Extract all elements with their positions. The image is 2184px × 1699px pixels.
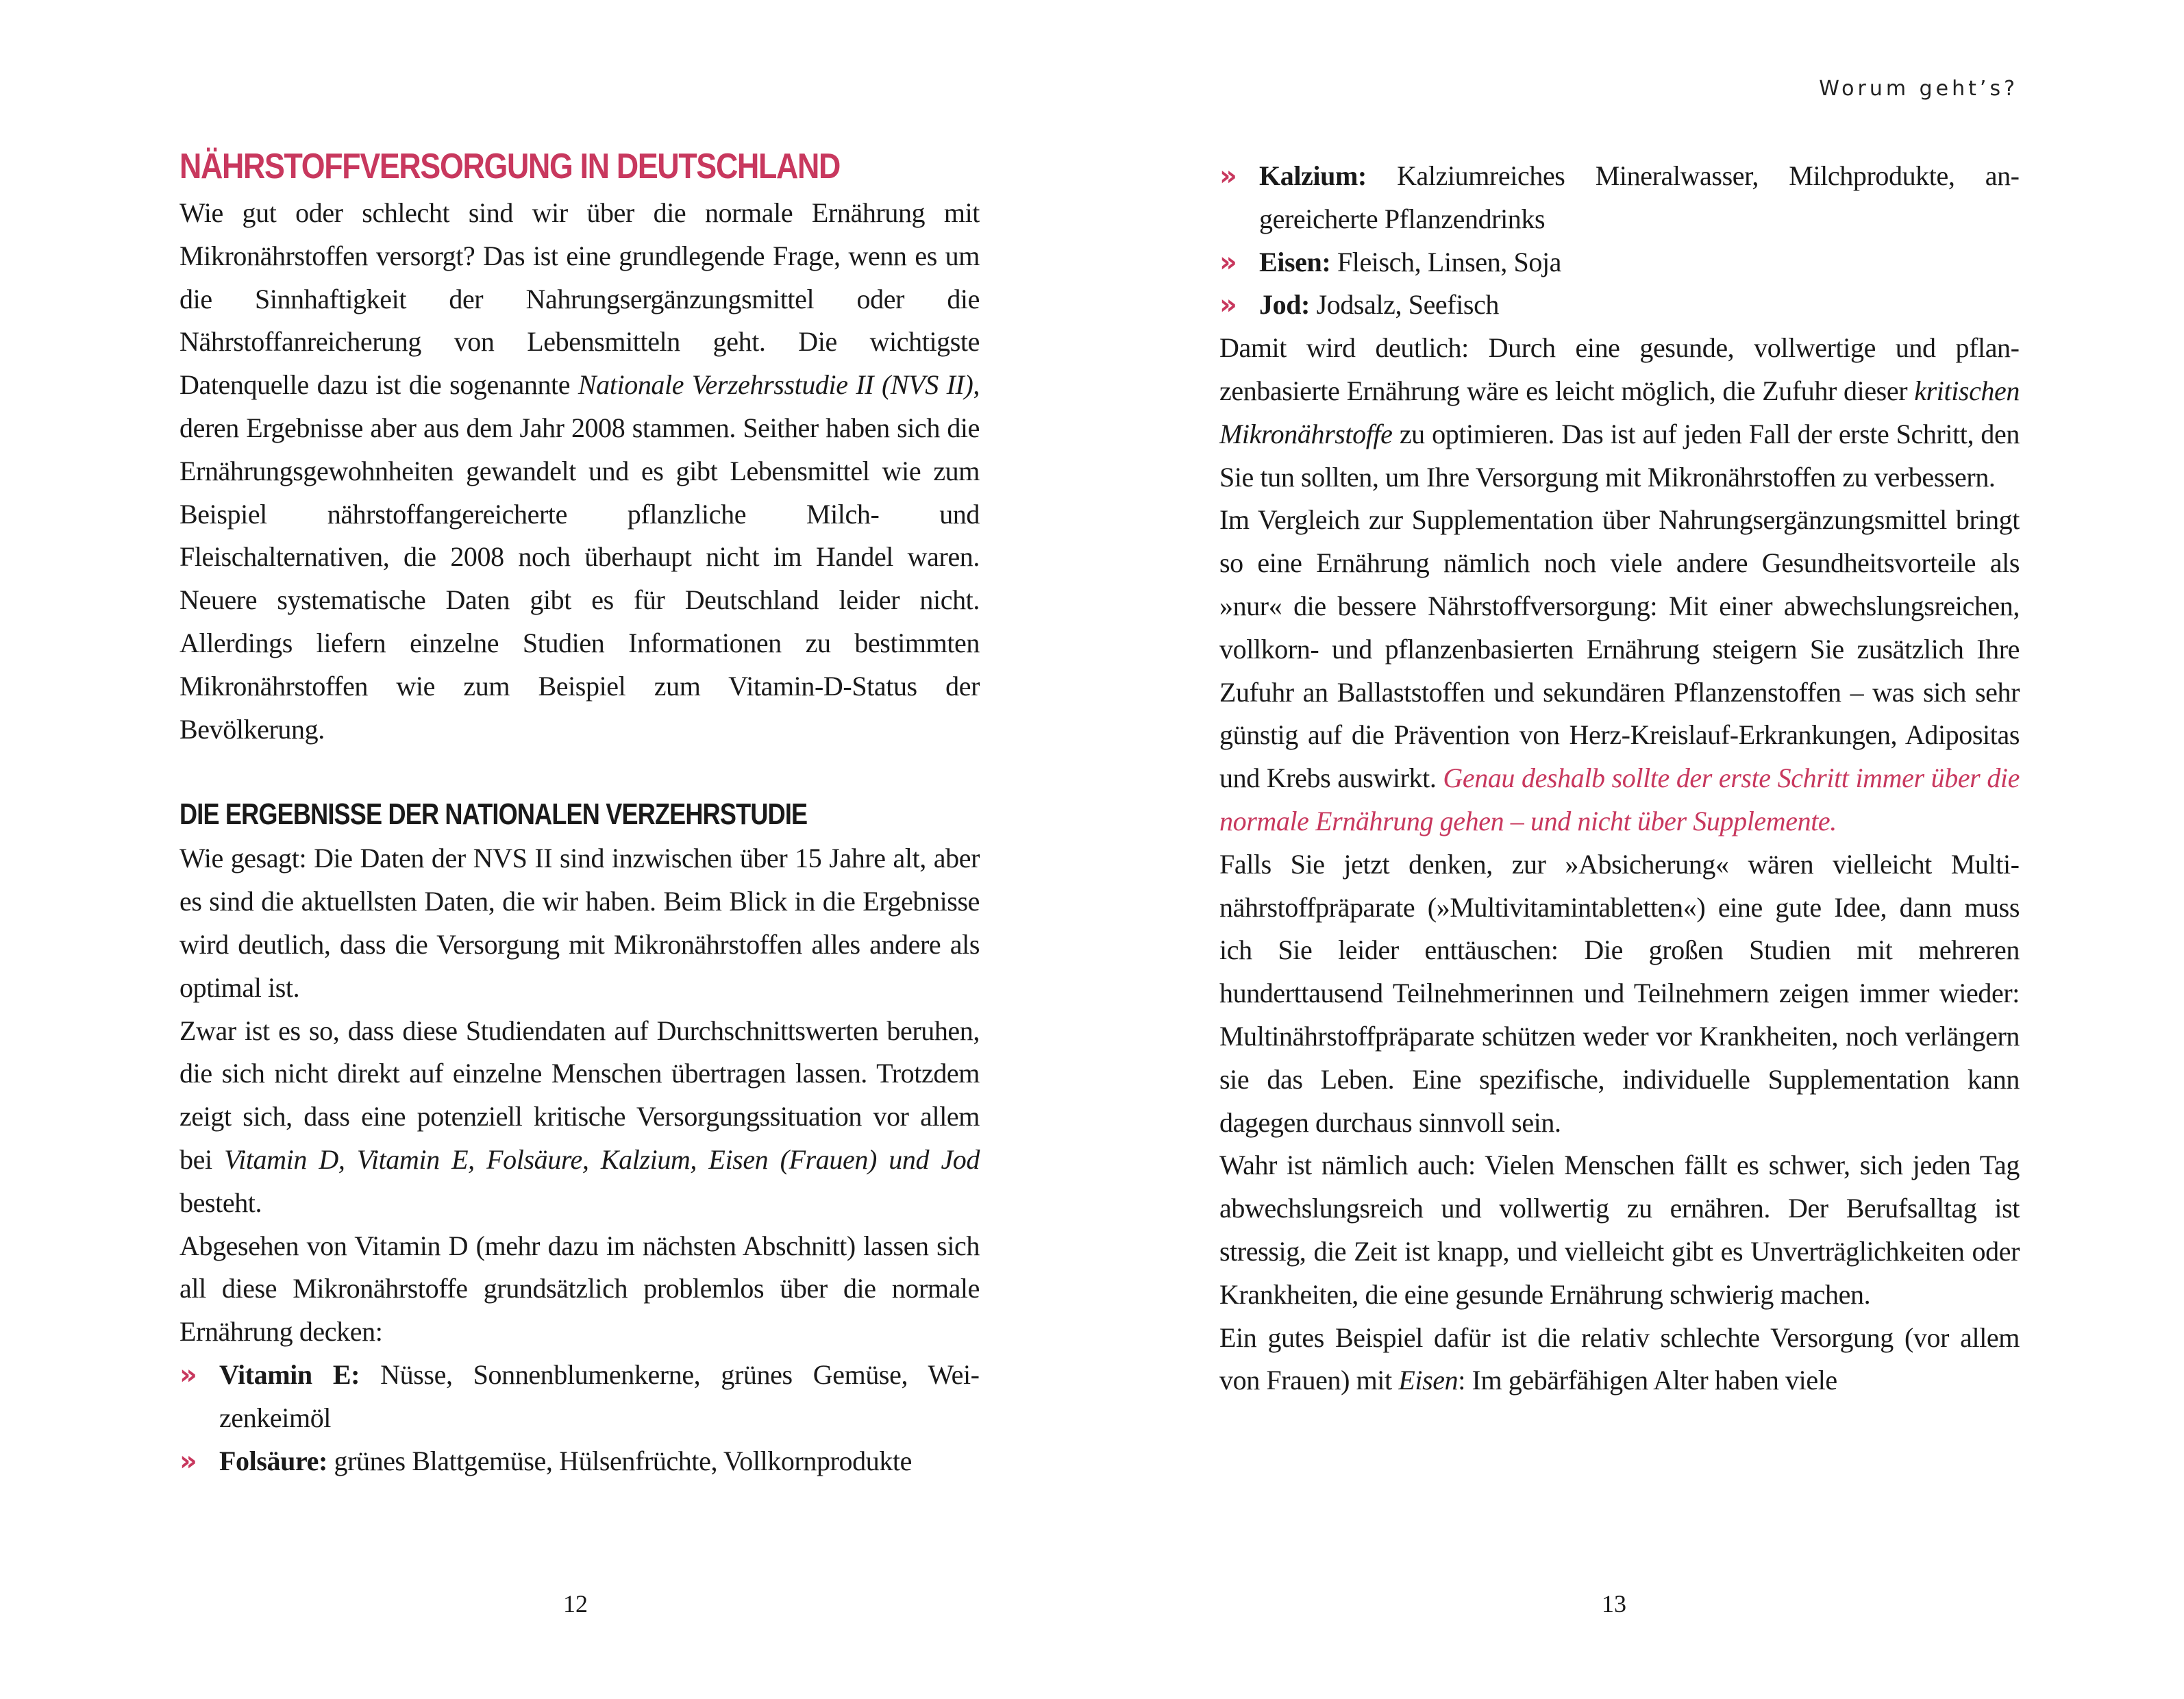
page-number: 13 xyxy=(1602,1590,1626,1617)
paragraph xyxy=(179,1010,980,1225)
paragraph: Abgesehen von Vitamin D (mehr dazu im nächsten Abschnitt) lassen sich all diese Mikronährstoffe grundsätzlich problemlos über die normale Ernährung decken: xyxy=(179,1230,980,1348)
nutrient-source-list-continued xyxy=(1219,155,2020,327)
text-run: , deren Ergebnisse aber aus dem Jahr 2008 stammen. Seither haben sich die Ernährungsgewohnheiten gewandelt und es gibt Lebensmittel wie zum Beispiel nährstoffangereicherte pflanzliche Milch- und Fleischalternativen, die 2008 noch überhaupt nicht im Handel waren. Neuere systematische Daten gibt es für Deutschland leider nicht. Allerdings liefern einzelne Studien Informationen zu bestimmten Mikronährstoffen wie zum Beispiel zum Vitamin-D-Status der Bevölkerung. xyxy=(179,369,980,745)
list-item-text: Kalziumreiches Mineralwasser, Milchprodukte, angereicherte Pflanzendrinks xyxy=(1259,160,2020,234)
right-page xyxy=(1092,0,2184,1699)
italic-study-name: Nationale Verzehrsstudie II (NVS II) xyxy=(578,369,973,401)
text-run: Damit wird deutlich: Durch eine gesunde, vollwertige und pflanzenbasierte Ernährung wäre es leicht möglich, die Zufuhr dieser xyxy=(1219,332,2020,406)
list-item-text: Jodsalz, Seefisch xyxy=(1309,289,1500,321)
list-item-label: Folsäure: xyxy=(219,1445,327,1476)
paragraph: Wie gesagt: Die Daten der NVS II sind inzwischen über 15 Jahre alt, aber es sind die aktuellsten Daten, die wir haben. Beim Blick in die Ergebnisse wird deutlich, dass die Versorgung mit Mikronährstoffen alles andere als optimal ist. xyxy=(179,843,980,1003)
chevron-bullet-icon: » xyxy=(179,1359,197,1391)
text-run: besteht. xyxy=(179,1187,262,1218)
section-heading: NÄHRSTOFFVERSORGUNG IN DEUTSCHLAND xyxy=(179,147,841,186)
text-run: Im Vergleich zur Supplementation über Nahrungsergänzungsmittel bringt so eine Ernährung nämlich noch viele andere Gesundheitsvorteile als »nur« die bessere Nährstoffversorgung: Mit einer abwechslungsreichen, vollkorn- und pflanzenbasierten Ernährung steigern Sie zusätzlich Ihre Zufuhr an Ballaststoffen und sekundären Pflanzenstoffen – was sich sehr günstig auf die Prävention von Herz-Kreislauf-Erkrankungen, Adipositas und Krebs auswirkt. xyxy=(1219,504,2020,794)
text-run: Wie gut oder schlecht sind wir über die normale Ernährung mit Mikronährstoffen versorgt? Das ist eine grundlegende Frage, wenn es um die Sinnhaftigkeit der Nahrungsergänzungsmittel oder die Nährstoffanreicherung von Lebensmitteln geht. Die wichtigste Datenquelle dazu ist die sogenannte xyxy=(179,197,980,401)
subsection-heading: DIE ERGEBNISSE DER NATIONALEN VERZEHRSTUDIE xyxy=(179,797,808,832)
italic-term: kritischen Mikronährstoffe xyxy=(1219,375,2020,449)
list-item xyxy=(179,1354,980,1440)
chevron-bullet-icon: » xyxy=(1219,289,1237,321)
left-text-column xyxy=(179,144,980,1483)
italic-term: Eisen xyxy=(1398,1365,1459,1396)
list-item xyxy=(1219,284,2020,327)
list-item-label: Eisen: xyxy=(1259,246,1331,277)
paragraph: Wahr ist nämlich auch: Vielen Menschen fällt es schwer, sich jeden Tag abwechslungsreich und vollwertig zu ernähren. Der Berufsalltag ist stressig, die Zeit ist knapp, und vielleicht gibt es Unverträglichkeiten oder Krankheiten, die eine gesunde Ernährung schwierig machen. xyxy=(1219,1150,2020,1310)
running-header: Worum geht’s? xyxy=(1819,77,2018,101)
paragraph xyxy=(1219,327,2020,499)
paragraph xyxy=(1219,1317,2020,1403)
paragraph xyxy=(1219,499,2020,843)
list-item xyxy=(1219,155,2020,241)
text-run: Ein gutes Beispiel dafür ist die relativ schlechte Versorgung (vor allem von Frauen) mit xyxy=(1219,1322,2020,1396)
list-item-label: Vitamin E: xyxy=(219,1359,360,1390)
right-text-column xyxy=(1219,155,2020,1402)
intro-paragraph xyxy=(179,192,980,751)
list-item xyxy=(1219,241,2020,284)
page-number: 12 xyxy=(563,1590,588,1617)
list-item-label: Kalzium: xyxy=(1259,160,1367,191)
list-item xyxy=(179,1440,980,1483)
chevron-bullet-icon: » xyxy=(179,1445,197,1477)
chevron-bullet-icon: » xyxy=(1219,160,1237,192)
italic-nutrient-list: Vitamin D, Vitamin E, Folsäure, Kalzium, Eisen (Frauen) und Jod xyxy=(224,1143,980,1175)
list-item-text: grünes Blattgemüse, Hülsenfrüchte, Vollkornprodukte xyxy=(327,1445,913,1476)
text-run: Zwar ist es so, dass diese Studiendaten auf Durchschnittswerten beruhen, die sich nicht direkt auf einzelne Menschen übertragen lassen. Trotzdem zeigt sich, dass eine potenziell kritische Versorgungssituation vor allem bei xyxy=(179,1015,980,1175)
paragraph: Falls Sie jetzt denken, zur »Absicherung« wären vielleicht Multinährstoffpräparate (»Multivitamintabletten«) eine gute Idee, dann muss ich Sie leider enttäuschen: Die großen Studien mit mehreren hunderttausend Teilnehmerinnen und Teilnehmern zeigen immer wieder: Multinährstoffpräparate schützen weder vor Krankheiten, noch verlängern sie das Leben. Eine spezifische, individuelle Supplementation kann dagegen durchaus sinnvoll sein. xyxy=(1219,848,2020,1138)
text-run: zu optimieren. Das ist auf jeden Fall der erste Schritt, den Sie tun sollten, um Ihre Versorgung mit Mikronährstoffen zu verbessern. xyxy=(1219,418,2020,493)
text-run: : Im gebärfähigen Alter haben viele xyxy=(1458,1365,1837,1396)
list-item-label: Jod: xyxy=(1259,289,1310,321)
list-item-text: Nüsse, Sonnenblumenkerne, grünes Gemüse, Weizenkeimöl xyxy=(219,1359,980,1433)
highlighted-key-message: Genau deshalb sollte der erste Schritt immer über die normale Ernährung gehen – und nicht über Supplemente. xyxy=(1219,762,2020,836)
list-item-text: Fleisch, Linsen, Soja xyxy=(1330,246,1562,277)
chevron-bullet-icon: » xyxy=(1219,246,1237,278)
nutrient-source-list xyxy=(179,1354,980,1483)
